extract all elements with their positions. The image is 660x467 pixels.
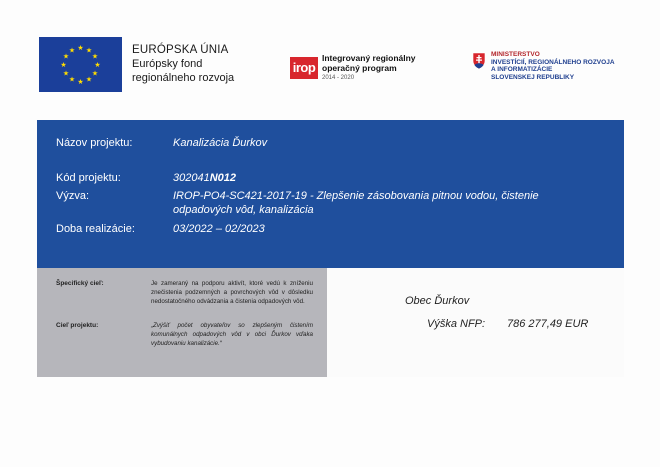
period-label: Doba realizácie:	[56, 223, 135, 235]
eu-fund-line: regionálneho rozvoja	[132, 72, 235, 84]
svg-text:★: ★	[85, 46, 93, 55]
svg-text:★: ★	[85, 75, 93, 84]
specific-goal-label: Špecifický cieľ:	[56, 280, 104, 287]
call-value-line1: IROP-PO4-SC421-2017-19 - Zlepšenie zásobovania pitnou vodou, čistenie	[173, 190, 539, 202]
svg-text:★: ★	[62, 52, 70, 61]
eu-flag-icon	[39, 37, 122, 92]
call-value-line2: odpadových vôd, kanalizácia	[173, 204, 314, 216]
svg-text:★: ★	[62, 69, 70, 78]
ministry-line: SLOVENSKEJ REPUBLIKY	[491, 73, 575, 81]
slovak-crest-icon	[472, 52, 486, 70]
ministry-text	[491, 51, 615, 81]
project-name-label: Názov projektu:	[56, 137, 133, 149]
svg-text:★: ★	[94, 61, 101, 69]
eu-fund-line: Európsky fond	[132, 58, 203, 70]
project-info-panel	[37, 120, 624, 268]
project-code-suffix: N012	[209, 172, 237, 184]
call-label: Výzva:	[56, 190, 90, 202]
eu-stars-icon	[39, 37, 122, 92]
ministry-line: INVESTÍCIÍ, REGIONÁLNEHO ROZVOJA	[491, 58, 615, 66]
period-value: 03/2022 – 02/2023	[173, 223, 265, 235]
irop-logo: irop	[290, 57, 318, 79]
project-name-value: Kanalizácia Ďurkov	[173, 137, 268, 149]
goals-box	[37, 268, 327, 377]
irop-line: operačný program	[322, 63, 397, 73]
project-code-label: Kód projektu:	[56, 172, 121, 184]
nfp-value: 786 277,49 EUR	[507, 318, 589, 330]
ministry-line: A INFORMATIZÁCIE	[491, 66, 553, 73]
project-code-prefix: 302041	[173, 172, 210, 184]
svg-text:★: ★	[60, 61, 67, 69]
irop-years: 2014 - 2020	[322, 75, 355, 81]
eu-title: EURÓPSKA ÚNIA	[132, 44, 229, 56]
svg-text:★: ★	[68, 75, 76, 84]
svg-text:★: ★	[91, 69, 99, 78]
irop-line: Integrovaný regionálny	[322, 53, 416, 63]
project-code-value	[173, 172, 236, 184]
specific-goal-text: Je zameraný na podporu aktivít, ktoré vedú k zníženiu znečistenia podzemných a povrchových vôd v dôsledku nedostatočného odvádzania a čistenia odpadových vôd.	[151, 280, 313, 305]
project-goal-label: Cieľ projektu:	[56, 322, 99, 329]
svg-text:★: ★	[77, 44, 84, 52]
beneficiary-name: Obec Ďurkov	[405, 295, 470, 307]
nfp-label: Výška NFP:	[427, 318, 486, 330]
irop-text	[322, 53, 416, 83]
svg-text:★: ★	[91, 52, 99, 61]
ministry-line: MINISTERSTVO	[491, 51, 540, 58]
svg-text:★: ★	[77, 78, 84, 86]
svg-text:★: ★	[68, 46, 76, 55]
project-goal-text: „Zvýšiť počet obyvateľov so zlepšeným čistením komunálnych odpadových vôd v obci Ďurkov vďaka vybudovaniu kanalizácie.“	[151, 322, 313, 347]
eu-fund-text	[132, 43, 234, 85]
